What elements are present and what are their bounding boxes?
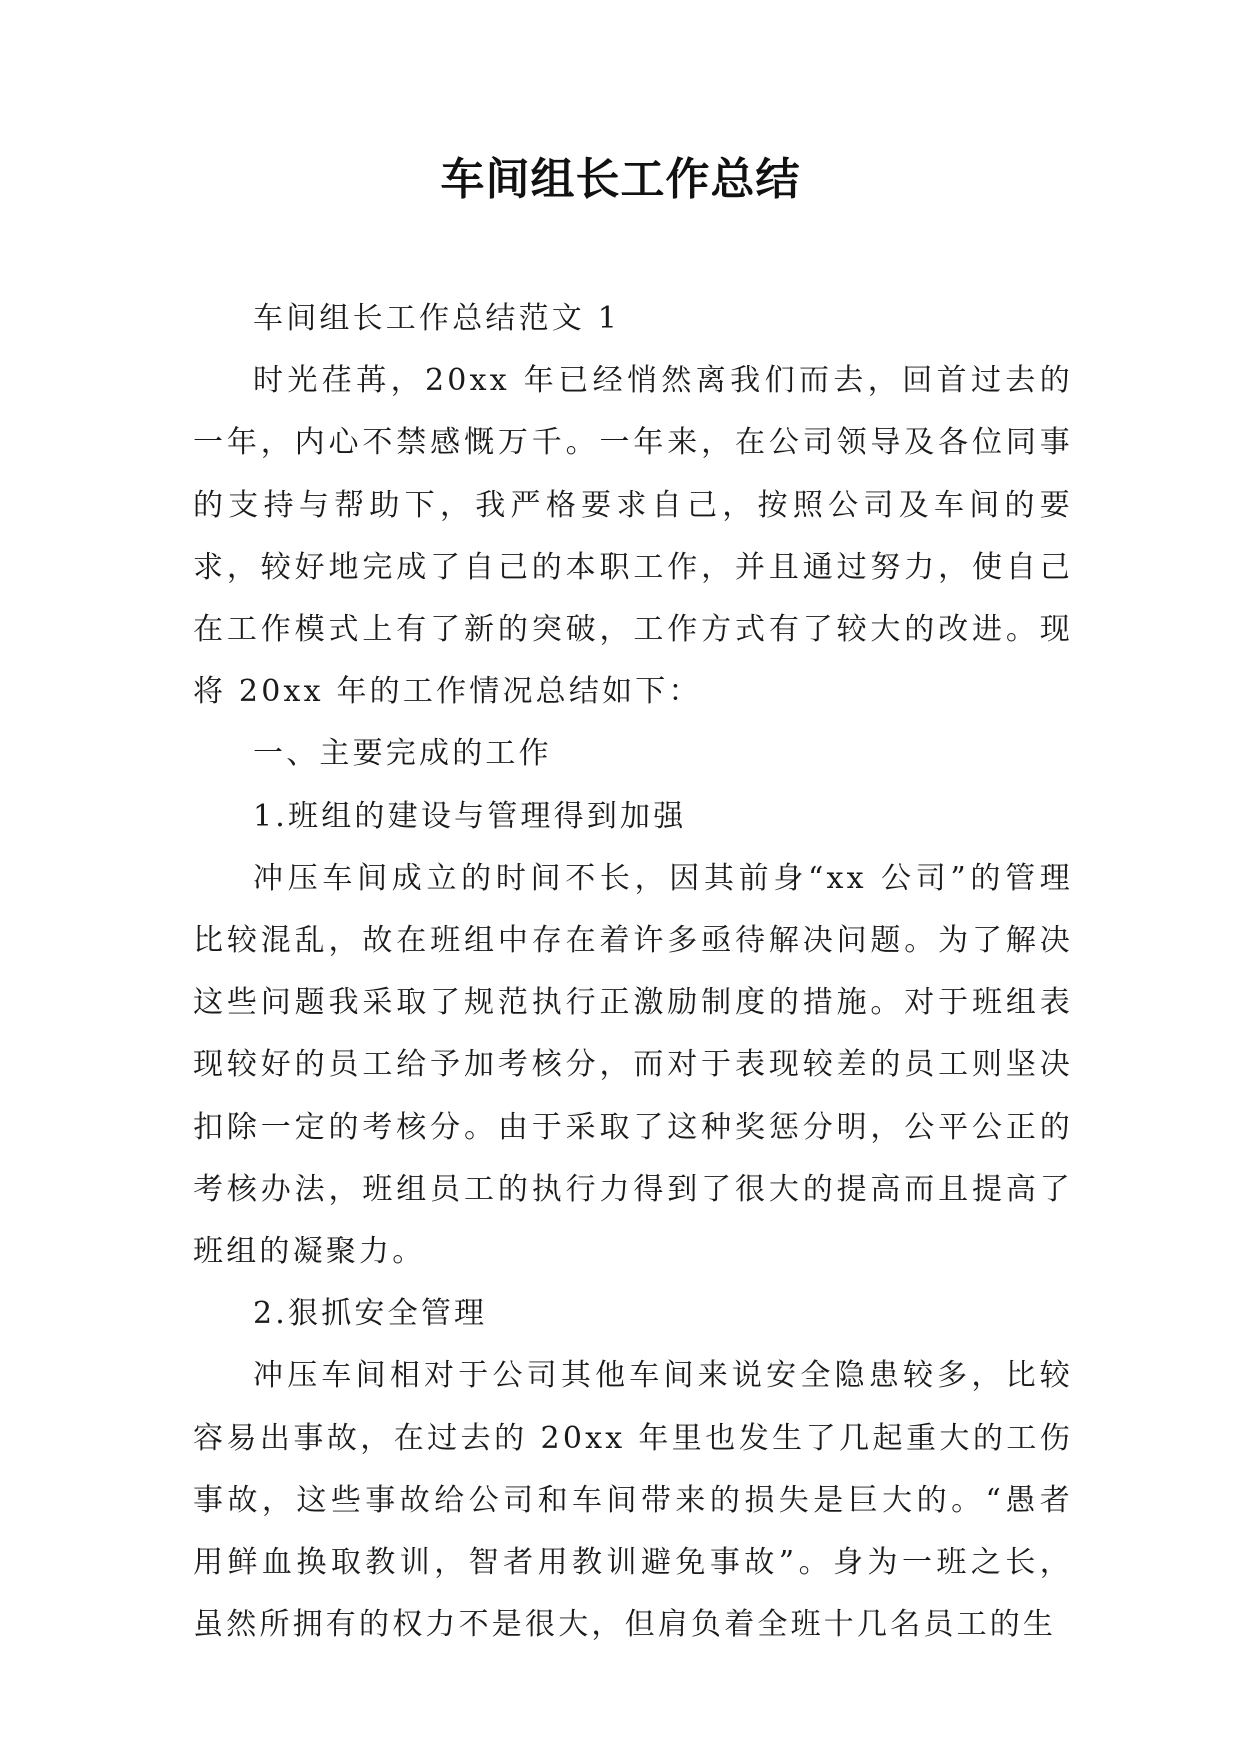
- paragraph-team-building: 冲压车间成立的时间不长，因其前身“xx 公司”的管理比较混乱，故在班组中存在着许多亟待解决问题。为了解决这些问题我采取了规范执行正激励制度的措施。对于班组表现较好的员工给予加考核分，而对于表现较差的员工则坚决扣除一定的考核分。由于采取了这种奖惩分明，公平公正的考核办法，班组员工的执行力得到了很大的提高而且提高了班组的凝聚力。: [193, 860, 1073, 1270]
- subsection-heading-safety: 2.狠抓安全管理: [253, 1296, 488, 1332]
- subsection-heading-team-building: 1.班组的建设与管理得到加强: [253, 798, 687, 834]
- section-subtitle: 车间组长工作总结范文 1: [253, 301, 621, 336]
- section-heading-main-work: 一、主要完成的工作: [253, 736, 552, 772]
- paragraph-intro: 时光荏苒，20xx 年已经悄然离我们而去，回首过去的一年，内心不禁感慨万千。一年来，在公司领导及各位同事的支持与帮助下，我严格要求自己，按照公司及车间的要求，较好地完成了自己的本职工作，并且通过努力，使自己在工作模式上有了新的突破，工作方式有了较大的改进。现将 20xx 年的工作情况总结如下：: [193, 363, 1073, 710]
- paragraph-safety: 冲压车间相对于公司其他车间来说安全隐患较多，比较容易出事故，在过去的 20xx 年里也发生了几起重大的工伤事故，这些事故给公司和车间带来的损失是巨大的。“愚者用鲜血换取教训，智者用教训避免事故”。身为一班之长，虽然所拥有的权力不是很大，但肩负着全班十几名员工的生: [193, 1358, 1073, 1643]
- document-body: [193, 288, 1073, 1656]
- document-title: 车间组长工作总结: [440, 154, 801, 205]
